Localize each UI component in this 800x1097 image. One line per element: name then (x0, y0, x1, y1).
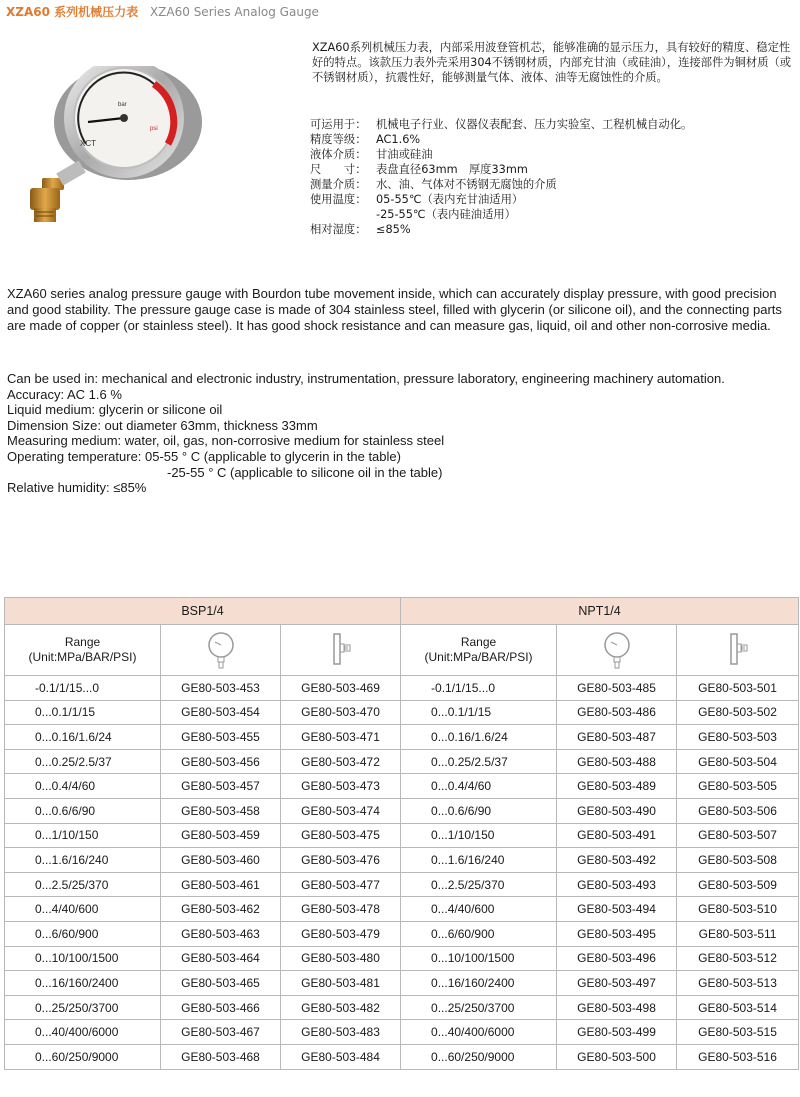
model-cell: GE80-503-506 (677, 798, 799, 823)
model-cell: GE80-503-494 (557, 897, 677, 922)
range-cell: 0...0.6/6/90 (5, 798, 161, 823)
model-cell: GE80-503-509 (677, 872, 799, 897)
bottom-mount-gauge-icon (557, 625, 677, 676)
range-cell: 0...25/250/3700 (5, 995, 161, 1020)
model-cell: GE80-503-477 (281, 872, 401, 897)
model-cell: GE80-503-505 (677, 774, 799, 799)
model-cell: GE80-503-497 (557, 971, 677, 996)
model-cell: GE80-503-454 (161, 700, 281, 725)
range-cell: -0.1/1/15...0 (401, 676, 557, 701)
table-row (5, 700, 799, 725)
table-row (5, 823, 799, 848)
range-cell: 0...1.6/16/240 (5, 848, 161, 873)
range-cell: 0...0.4/4/60 (5, 774, 161, 799)
range-cell: 0...0.1/1/15 (5, 700, 161, 725)
model-cell: GE80-503-487 (557, 725, 677, 750)
model-cell: GE80-503-475 (281, 823, 401, 848)
table-body (5, 676, 799, 1070)
range-cell: 0...40/400/6000 (401, 1020, 557, 1045)
model-cell: GE80-503-471 (281, 725, 401, 750)
model-cell: GE80-503-461 (161, 872, 281, 897)
model-table (4, 597, 799, 1070)
model-cell: GE80-503-473 (281, 774, 401, 799)
pressure-gauge-image (22, 66, 222, 226)
description-en-paragraph: XZA60 series analog pressure gauge with Bourdon tube movement inside, which can accurately display pressure, with good precision and good stability. The pressure gauge case is made of 304 stainless steel, filled with glycerin (or silicone oil), and the connecting parts are made of copper (or stainless steel). It has good shock resistance and can measure gas, liquid, oil and other non-corrosive media. (7, 286, 782, 333)
model-cell: GE80-503-489 (557, 774, 677, 799)
model-cell: GE80-503-490 (557, 798, 677, 823)
table-row (5, 921, 799, 946)
description-en (7, 286, 797, 334)
model-cell: GE80-503-501 (677, 676, 799, 701)
range-cell: 0...10/100/1500 (5, 946, 161, 971)
bottom-mount-gauge-icon (161, 625, 281, 676)
range-cell: 0...60/250/9000 (401, 1044, 557, 1069)
model-cell: GE80-503-460 (161, 848, 281, 873)
title-en: XZA60 Series Analog Gauge (149, 5, 319, 19)
table-row (5, 725, 799, 750)
model-cell: GE80-503-498 (557, 995, 677, 1020)
specs-cn (310, 117, 692, 237)
range-cell: 0...0.16/1.6/24 (401, 725, 557, 750)
range-cell: 0...25/250/3700 (401, 995, 557, 1020)
model-cell: GE80-503-514 (677, 995, 799, 1020)
table-row (5, 872, 799, 897)
table-row (5, 749, 799, 774)
table-group-header (5, 598, 799, 625)
model-cell: GE80-503-491 (557, 823, 677, 848)
model-cell: GE80-503-464 (161, 946, 281, 971)
range-cell: 0...16/160/2400 (401, 971, 557, 996)
range-cell: 0...0.1/1/15 (401, 700, 557, 725)
model-cell: GE80-503-516 (677, 1044, 799, 1069)
model-cell: GE80-503-467 (161, 1020, 281, 1045)
range-cell: -0.1/1/15...0 (5, 676, 161, 701)
dial-unit-bar: bar (118, 102, 127, 108)
range-cell: 0...60/250/9000 (5, 1044, 161, 1069)
table-row (5, 774, 799, 799)
model-cell: GE80-503-470 (281, 700, 401, 725)
table-row (5, 676, 799, 701)
range-cell: 0...2.5/25/370 (5, 872, 161, 897)
spec-en-medium: Measuring medium: water, oil, gas, non-corrosive medium for stainless steel (7, 433, 445, 449)
page-header (6, 3, 319, 20)
range-cell: 0...0.25/2.5/37 (401, 749, 557, 774)
range-cell: 0...40/400/6000 (5, 1020, 161, 1045)
table-column-header (5, 625, 799, 676)
spec-cn-row: 测量介质： 水、油、气体对不锈钢无腐蚀的介质 (310, 178, 557, 191)
description-cn (312, 40, 794, 85)
description-cn-paragraph: XZA60系列机械压力表，内部采用波登管机芯，能够准确的显示压力，具有较好的精度、稳定性好的特点。该款压力表外壳采用304不锈钢材质，内部充甘油（或硅油），连接部件为铜材质（或不锈钢材质），抗震性好，能够测量气体、液体、油等无腐蚀性的介质。 (312, 41, 792, 84)
model-cell: GE80-503-499 (557, 1020, 677, 1045)
table-row (5, 897, 799, 922)
model-cell: GE80-503-453 (161, 676, 281, 701)
group-bsp: BSP1/4 (5, 598, 401, 625)
spec-en-dimension: Dimension Size: out diameter 63mm, thickness 33mm (7, 417, 318, 433)
model-cell: GE80-503-483 (281, 1020, 401, 1045)
model-cell: GE80-503-474 (281, 798, 401, 823)
spec-en-temperature-2: -25-55 ° C (applicable to silicone oil in the table) (167, 464, 443, 480)
range-cell: 0...1/10/150 (401, 823, 557, 848)
model-cell: GE80-503-468 (161, 1044, 281, 1069)
model-cell: GE80-503-486 (557, 700, 677, 725)
model-cell: GE80-503-482 (281, 995, 401, 1020)
model-cell: GE80-503-457 (161, 774, 281, 799)
range-cell: 0...0.25/2.5/37 (5, 749, 161, 774)
model-cell: GE80-503-513 (677, 971, 799, 996)
model-cell: GE80-503-511 (677, 921, 799, 946)
back-mount-gauge-icon (677, 625, 799, 676)
spec-cn-row: 使用温度： 05-55℃（表内充甘油适用） (310, 193, 524, 206)
spec-cn-row: 精度等级： AC1.6% (310, 133, 421, 146)
model-cell: GE80-503-462 (161, 897, 281, 922)
model-cell: GE80-503-512 (677, 946, 799, 971)
model-cell: GE80-503-485 (557, 676, 677, 701)
model-cell: GE80-503-492 (557, 848, 677, 873)
model-cell: GE80-503-479 (281, 921, 401, 946)
model-cell: GE80-503-472 (281, 749, 401, 774)
specs-en (7, 371, 797, 496)
table-row (5, 1044, 799, 1069)
table-row (5, 995, 799, 1020)
model-cell: GE80-503-496 (557, 946, 677, 971)
model-cell: GE80-503-515 (677, 1020, 799, 1045)
range-cell: 0...1/10/150 (5, 823, 161, 848)
spec-cn-row: -25-55℃（表内硅油适用） (376, 208, 516, 221)
model-cell: GE80-503-459 (161, 823, 281, 848)
model-cell: GE80-503-458 (161, 798, 281, 823)
model-cell: GE80-503-484 (281, 1044, 401, 1069)
range-cell: 0...4/40/600 (5, 897, 161, 922)
table-row (5, 971, 799, 996)
model-cell: GE80-503-488 (557, 749, 677, 774)
dial-brand-label: XCT (80, 139, 96, 148)
spec-cn-row: 可运用于： 机械电子行业、仪器仪表配套、压力实验室、工程机械自动化。 (310, 118, 693, 131)
range-cell: 0...16/160/2400 (5, 971, 161, 996)
range-cell: 0...1.6/16/240 (401, 848, 557, 873)
model-cell: GE80-503-478 (281, 897, 401, 922)
spec-cn-row: 尺 寸： 表盘直径63mm 厚度33mm (310, 163, 528, 176)
model-cell: GE80-503-503 (677, 725, 799, 750)
table-row (5, 848, 799, 873)
table-row (5, 1020, 799, 1045)
dial-unit-psi: psi (150, 126, 158, 132)
model-cell: GE80-503-456 (161, 749, 281, 774)
model-cell: GE80-503-504 (677, 749, 799, 774)
model-cell: GE80-503-510 (677, 897, 799, 922)
spec-en-humidity: Relative humidity: ≤85% (7, 480, 147, 496)
model-cell: GE80-503-465 (161, 971, 281, 996)
model-cell: GE80-503-508 (677, 848, 799, 873)
range-cell: 0...2.5/25/370 (401, 872, 557, 897)
model-cell: GE80-503-480 (281, 946, 401, 971)
back-mount-gauge-icon (281, 625, 401, 676)
range-cell: 0...4/40/600 (401, 897, 557, 922)
model-cell: GE80-503-463 (161, 921, 281, 946)
range-cell: 0...6/60/900 (401, 921, 557, 946)
model-cell: GE80-503-481 (281, 971, 401, 996)
spec-cn-row: 液体介质： 甘油或硅油 (310, 148, 433, 161)
spec-en-temperature: Operating temperature: 05-55 ° C (applicable to glycerin in the table) (7, 448, 401, 464)
group-npt: NPT1/4 (401, 598, 799, 625)
range-header: Range (Unit:MPa/BAR/PSI) (5, 625, 161, 676)
spec-en-accuracy: Accuracy: AC 1.6 % (7, 386, 122, 402)
range-cell: 0...0.6/6/90 (401, 798, 557, 823)
model-cell: GE80-503-469 (281, 676, 401, 701)
range-cell: 0...0.16/1.6/24 (5, 725, 161, 750)
spec-en-usage: Can be used in: mechanical and electronic industry, instrumentation, pressure laboratory, engineering machinery automation. (7, 371, 725, 386)
model-cell: GE80-503-495 (557, 921, 677, 946)
range-cell: 0...10/100/1500 (401, 946, 557, 971)
model-cell: GE80-503-455 (161, 725, 281, 750)
model-cell: GE80-503-476 (281, 848, 401, 873)
spec-cn-row: 相对湿度： ≤85% (310, 223, 411, 236)
range-header: Range (Unit:MPa/BAR/PSI) (401, 625, 557, 676)
spec-en-liquid: Liquid medium: glycerin or silicone oil (7, 402, 223, 418)
title-cn: XZA60 系列机械压力表 (6, 5, 139, 19)
table-row (5, 798, 799, 823)
table-row (5, 946, 799, 971)
model-cell: GE80-503-507 (677, 823, 799, 848)
model-cell: GE80-503-502 (677, 700, 799, 725)
range-cell: 0...0.4/4/60 (401, 774, 557, 799)
range-cell: 0...6/60/900 (5, 921, 161, 946)
model-cell: GE80-503-493 (557, 872, 677, 897)
model-cell: GE80-503-500 (557, 1044, 677, 1069)
model-cell: GE80-503-466 (161, 995, 281, 1020)
